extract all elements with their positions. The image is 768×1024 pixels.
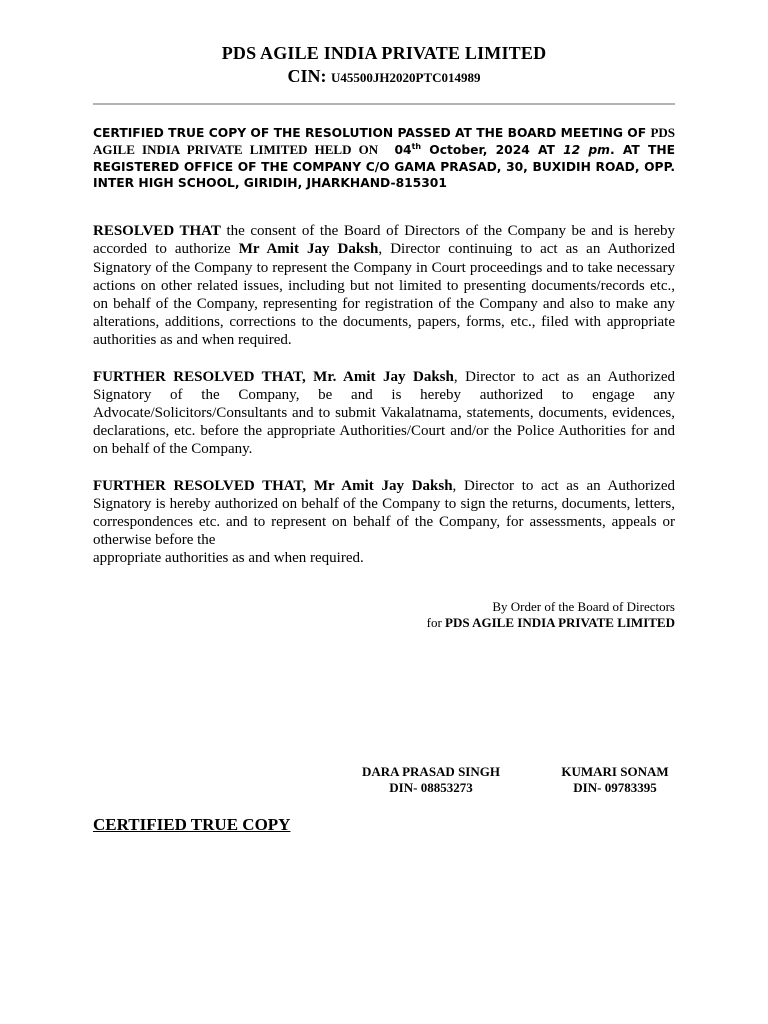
header-divider xyxy=(93,103,675,105)
resolution-3-tail: appropriate authorities as and when required. xyxy=(93,550,364,567)
heading-part1: CERTIFIED TRUE COPY OF THE RESOLUTION PASSED AT THE BOARD MEETING OF xyxy=(93,126,651,140)
cin-number: U45500JH2020PTC014989 xyxy=(331,70,481,85)
heading-part2: . AT THE REGISTERED OFFICE OF THE COMPANY C/O GAMA PRASAD, 30, BUXIDIH ROAD, OPP. INTER HIGH SCHOOL, GIRIDIH, JHARKHAND-815301 xyxy=(93,142,676,191)
resolution-2-text: , Director to act as an Authorized Signatory of the Company, be and is hereby authorized to engage any Advocate/Solicitors/Consultants and to submit Vakalatnama, statements, documents, evidences, declarations, etc. before the appropriate Authorities/Court and/or the Police Authorities for and on behalf of the Company. xyxy=(93,368,675,458)
signatory-1 xyxy=(349,764,513,796)
heading-time: 12 pm xyxy=(563,142,610,157)
heading-day-suffix: th xyxy=(411,141,422,151)
for-company-line xyxy=(93,615,675,631)
heading-company: PDS AGILE INDIA PRIVATE LIMITED HELD ON xyxy=(93,125,675,157)
document-page xyxy=(93,42,676,834)
certified-true-copy: CERTIFIED TRUE COPY xyxy=(93,815,291,834)
resolution-1-text-a: the consent of the Board of Directors of the Company be and is hereby accorded to authorize xyxy=(93,223,675,258)
signatory-1-name: DARA PRASAD SINGH xyxy=(362,764,500,779)
resolution-1 xyxy=(93,222,675,349)
board-order-block xyxy=(93,599,675,631)
company-name: PDS AGILE INDIA PRIVATE LIMITED xyxy=(221,43,547,63)
for-company-name: PDS AGILE INDIA PRIVATE LIMITED xyxy=(445,614,675,630)
cin-label: CIN: xyxy=(287,66,327,86)
resolution-3-text: , Director to act as an Authorized Signatory is hereby authorized on behalf of the Company to sign the returns, documents, letters, correspondences etc. and to represent on behalf of the Company, for assessments, appeals or otherwise before the xyxy=(93,477,675,549)
signatory-1-din: DIN- 08853273 xyxy=(389,780,473,795)
resolution-3 xyxy=(93,477,675,550)
resolution-3-lead: FURTHER RESOLVED THAT, Mr Amit Jay Daksh xyxy=(93,477,453,494)
cin-line xyxy=(93,65,675,89)
signatory-2 xyxy=(555,764,675,796)
heading-year: 2024 AT xyxy=(495,142,555,157)
resolution-1-lead: RESOLVED THAT xyxy=(93,223,221,240)
signatory-2-name: KUMARI SONAM xyxy=(561,764,669,779)
resolution-2-lead: FURTHER RESOLVED THAT, Mr. Amit Jay Daksh xyxy=(93,368,454,385)
resolution-1-name: Mr Amit Jay Daksh xyxy=(238,241,379,258)
signatory-2-din: DIN- 09783395 xyxy=(573,780,657,795)
for-prefix: for xyxy=(426,614,446,630)
heading-month: October, xyxy=(429,142,488,157)
resolution-1-text-b: , Director continuing to act as an Authorized Signatory of the Company to represent the Company in Court proceedings and to take necessary actions on other related issues, including but not limited to presenting documents/records etc., on behalf of the Company, representing for registration of the Company and also to make any alterations, additions, corrections to the documents, papers, forms, etc., filed with appropriate authorities as and when required. xyxy=(93,241,676,349)
resolution-2 xyxy=(93,368,675,459)
resolution-heading xyxy=(93,125,675,192)
heading-day: 04 xyxy=(394,142,412,157)
by-order-line: By Order of the Board of Directors xyxy=(492,598,675,614)
